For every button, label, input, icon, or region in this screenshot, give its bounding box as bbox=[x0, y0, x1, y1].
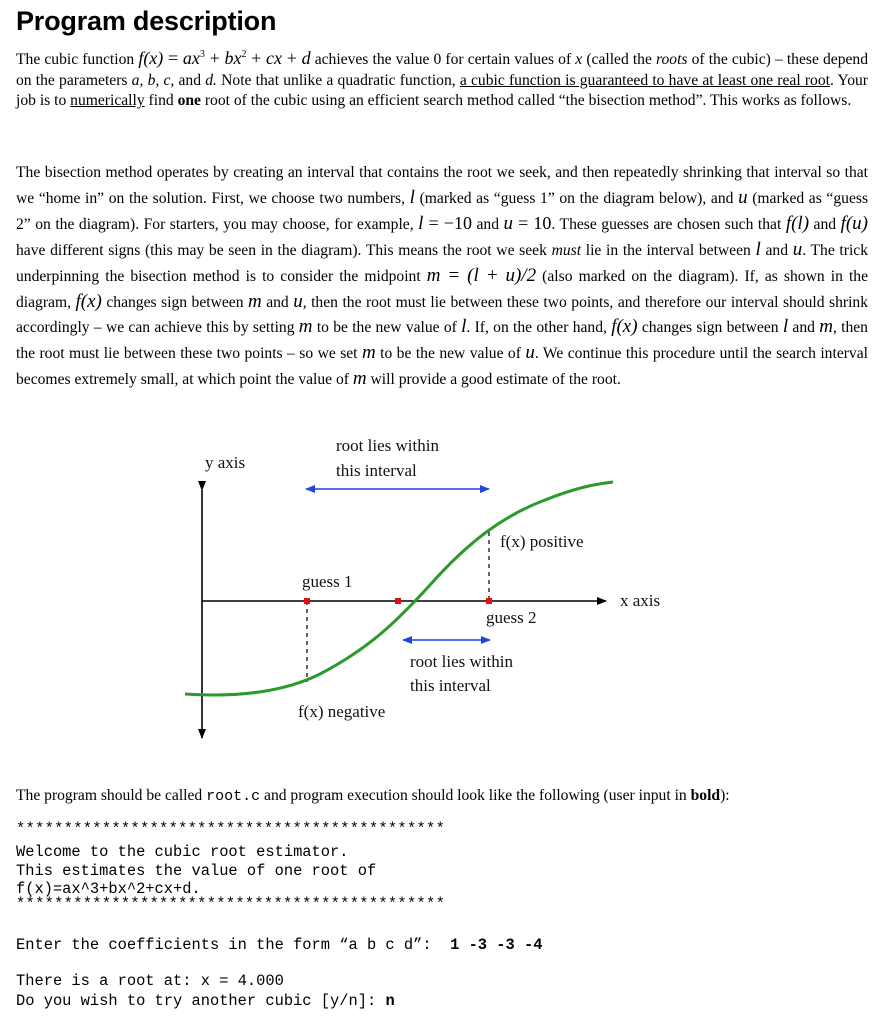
page-title: Program description bbox=[16, 6, 277, 36]
underlined-guarantee: a cubic function is guaranteed to have at least one real root bbox=[459, 71, 830, 89]
f-negative-label: f(x) negative bbox=[298, 702, 386, 721]
coefficients-prompt: Enter the coefficients in the form “a b c d”: 1 -3 -3 -4 bbox=[16, 936, 543, 954]
guess2-label: guess 2 bbox=[486, 608, 537, 627]
cubic-curve bbox=[185, 482, 613, 695]
f-positive-label: f(x) positive bbox=[500, 532, 584, 551]
retry-prompt: Do you wish to try another cubic [y/n]: n bbox=[16, 992, 395, 1010]
guess2-marker bbox=[486, 598, 492, 604]
bisection-paragraph: The bisection method operates by creating an interval that contains the root we seek, and then repeatedly shrinking that interval so that we “home in” on the solution. First, we choose two numbers, l (marked as “guess 1” on the diagram below), and u (marked as “guess 2” on the diagram). For starters, you may choose, for example, l = −10 and u = 10. These guesses are chosen such that f(l) and f(u) have different signs (this may be seen in the diagram). This means the root we seek must lie in the interval between l and u. The trick underpinning the bisection method is to consider the midpoint m = (l + u)/2 (also marked on the diagram). If, as shown in the diagram, f(x) changes sign between m and u, then the root must lie between these two points, and therefore our interval should shrink accordingly – we can achieve this by setting m to be the new value of l. If, on the other hand, f(x) changes sign between l and m, then the root must lie between these two points – so we set m to be the new value of u. We continue this procedure until the search interval becomes extremely small, at which point the value of m will provide a good estimate of the root. bbox=[16, 164, 869, 389]
welcome-line: Welcome to the cubic root estimator. bbox=[16, 843, 349, 861]
root-result-line: There is a root at: x = 4.000 bbox=[16, 972, 284, 990]
x-axis-label: x axis bbox=[620, 591, 661, 610]
program-filename: root.c bbox=[206, 788, 261, 805]
program-instructions: The program should be called root.c and program execution should look like the following (user input in bold): bbox=[16, 787, 730, 805]
description-line: This estimates the value of one root of bbox=[16, 862, 377, 880]
bottom-interval-label-line1: root lies within bbox=[410, 652, 513, 671]
top-interval-label-line2: this interval bbox=[336, 461, 417, 480]
guess1-marker bbox=[304, 598, 310, 604]
banner-top-border: ********************************************* bbox=[16, 820, 446, 838]
top-interval-label-line1: root lies within bbox=[336, 436, 439, 455]
bisection-diagram bbox=[0, 420, 883, 760]
coefficients-user-input: 1 -3 -3 -4 bbox=[450, 936, 543, 954]
retry-user-input: n bbox=[385, 992, 395, 1010]
intro-paragraph: The cubic function $f(x) = ax^3 + bx^2$ + cx + d achieves the value 0 for certain values of x (called the roots of the cubic) – these depend on the parameters a, b, c, and d. Note that unlike a quadratic function, a cubic function is guaranteed to have at least one real root. Your job is to numerically find one root of the cubic using an efficient search method called “the bisection method”. This works as follows. bbox=[16, 48, 869, 109]
banner-bottom-border: ********************************************* bbox=[16, 895, 446, 913]
formula-line: f(x)=ax^3+bx^2+cx+d. bbox=[16, 880, 201, 898]
bottom-interval-label-line2: this interval bbox=[410, 676, 491, 695]
y-axis-label: y axis bbox=[205, 453, 246, 472]
midpoint-marker bbox=[395, 598, 401, 604]
guess1-label: guess 1 bbox=[302, 572, 353, 591]
